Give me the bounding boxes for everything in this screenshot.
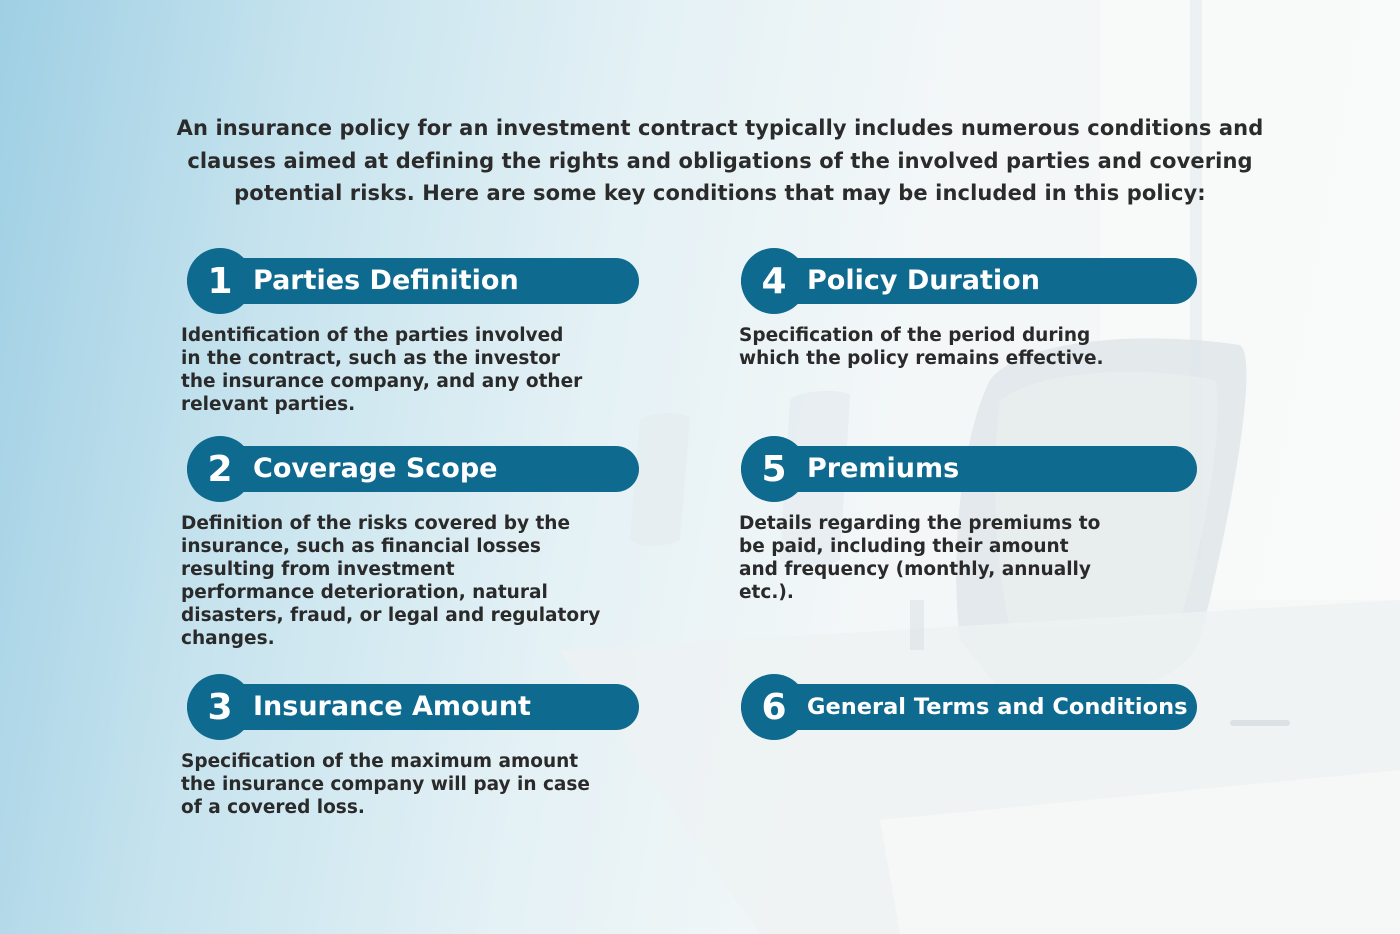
number-badge: 2 <box>187 436 253 502</box>
card-title: General Terms and Conditions <box>807 694 1188 720</box>
card-description: Details regarding the premiums to be paid, including their amount and frequency (monthly, annually etc.). <box>739 513 1101 603</box>
number-badge: 5 <box>741 436 807 502</box>
number-badge: 6 <box>741 674 807 740</box>
card-title: Coverage Scope <box>253 453 498 484</box>
card-description: Definition of the risks covered by the insurance, such as financial losses resulting from investment performance deterioration, natural disasters, fraud, or legal and regulatory changes. <box>181 513 601 649</box>
card-description: Specification of the period during which the policy remains effective. <box>739 325 1104 369</box>
number-badge: 1 <box>187 248 253 314</box>
card-title: Parties Definition <box>253 265 519 296</box>
card-description: Identification of the parties involved in the contract, such as the investor the insurance company, and any other relevant parties. <box>181 325 583 415</box>
card-title: Insurance Amount <box>253 691 531 722</box>
number-badge: 3 <box>187 674 253 740</box>
card-description: Specification of the maximum amount the insurance company will pay in case of a covered loss. <box>181 751 590 818</box>
intro-paragraph: An insurance policy for an investment contract typically includes numerous conditions and clauses aimed at defining the rights and obligations of the involved parties and covering potential risks. Here are some key conditions that may be included in this policy: <box>176 116 1264 205</box>
card-title: Premiums <box>807 453 960 484</box>
number-badge: 4 <box>741 248 807 314</box>
card-title: Policy Duration <box>807 265 1040 296</box>
